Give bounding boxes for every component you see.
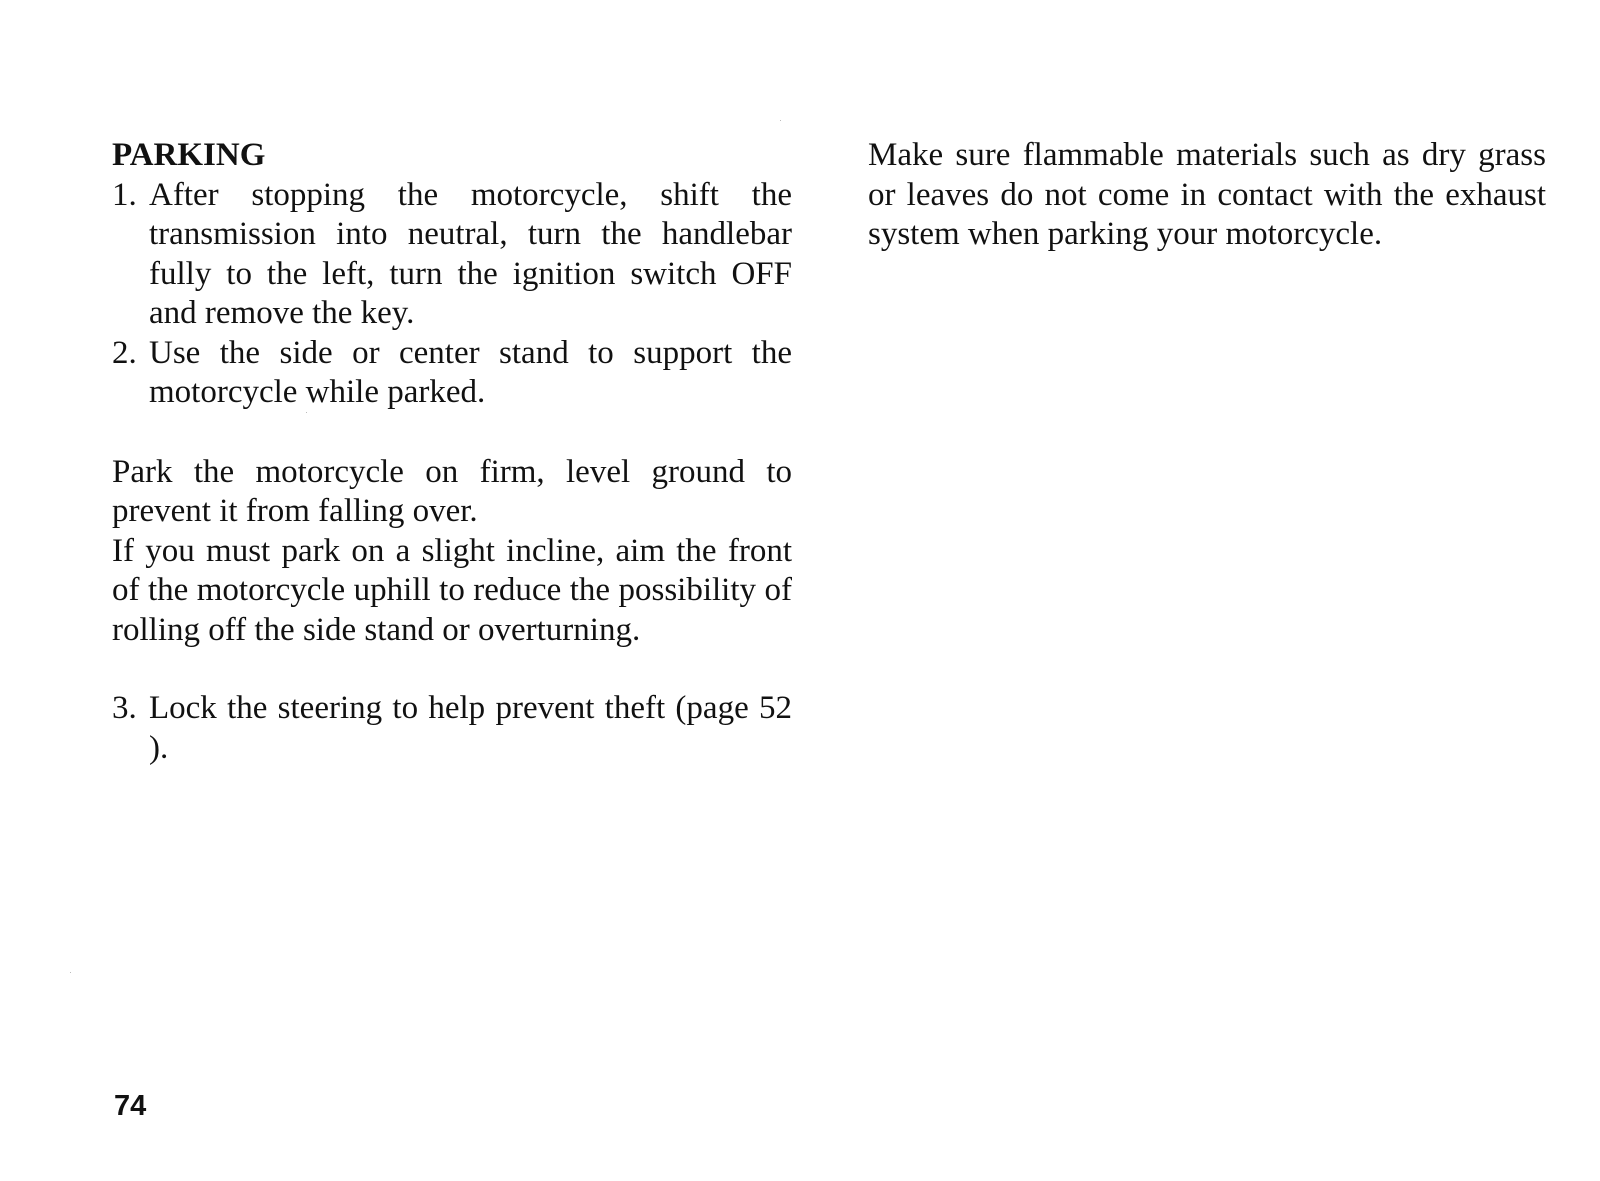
spacer (112, 650, 792, 689)
left-column (112, 136, 792, 768)
step-3 (112, 689, 792, 768)
step-2 (112, 334, 792, 413)
step-2-number: 2. (112, 334, 137, 371)
scan-speck (70, 972, 71, 973)
step-1-number: 1. (112, 176, 137, 213)
paragraph-firm-ground: Park the motorcycle on firm, level ground to prevent it from falling over. (112, 453, 792, 529)
scan-speck (780, 120, 781, 121)
spacer (112, 413, 792, 453)
step-1-text: After stopping the motorcycle, shift the transmission into neutral, turn the handlebar fully to the left, turn the ignition switch OFF and remove the key. (149, 176, 792, 331)
right-column (868, 136, 1546, 255)
step-1 (112, 176, 792, 334)
step-3-text: Lock the steering to help prevent theft (page 52 ). (149, 690, 792, 766)
page-number: 74 (114, 1090, 147, 1122)
paragraph-incline: If you must park on a slight incline, aim the front of the motorcycle uphill to reduce the possibility of rolling off the side stand or overturning. (112, 532, 792, 648)
section-heading: PARKING (112, 137, 266, 173)
step-3-number: 3. (112, 690, 137, 726)
step-2-text: Use the side or center stand to support the motorcycle while parked. (149, 334, 792, 410)
scan-speck (306, 412, 307, 413)
paragraph-flammable-materials: Make sure flammable materials such as dry grass or leaves do not come in contact with the exhaust system when parking your motorcycle. (868, 137, 1546, 252)
